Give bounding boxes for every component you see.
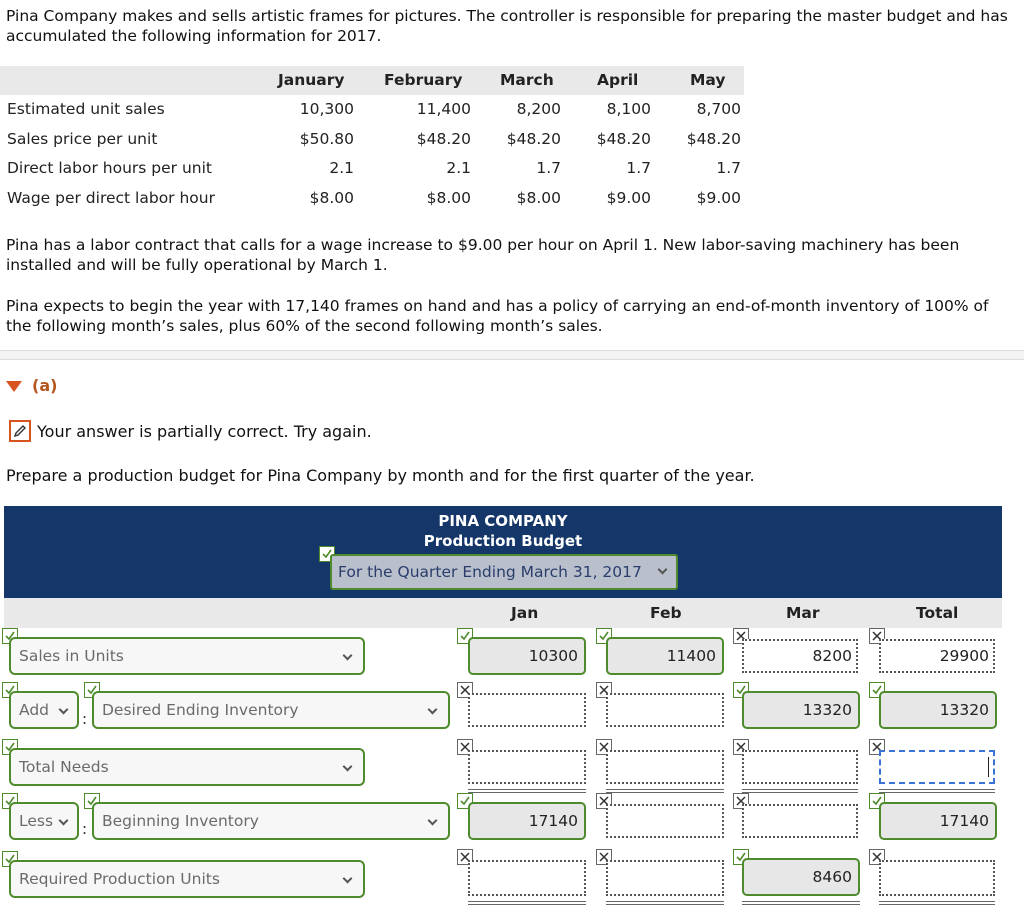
col-jan: Jan: [511, 604, 539, 622]
info-cell: $8.00: [309, 189, 354, 207]
period-select[interactable]: [330, 554, 678, 590]
feedback-text: Your answer is partially correct. Try again.: [37, 421, 372, 441]
section-toggle-a[interactable]: [6, 376, 57, 395]
total-input[interactable]: [879, 750, 995, 784]
jan-input[interactable]: 17140: [468, 802, 586, 840]
info-col-may: May: [690, 71, 726, 89]
total-underline: [468, 901, 586, 905]
jan-input[interactable]: 10300: [468, 637, 586, 675]
row-label-value: Beginning Inventory: [102, 812, 259, 830]
info-row-label: Sales price per unit: [7, 130, 158, 148]
info-cell: $9.00: [606, 189, 651, 207]
row-label-select[interactable]: [92, 802, 450, 840]
total-input[interactable]: [879, 860, 995, 896]
row-label-select[interactable]: [9, 637, 365, 675]
total-input[interactable]: 13320: [879, 691, 997, 729]
col-total: Total: [916, 604, 959, 622]
total-underline: [879, 901, 995, 905]
info-cell: 8,700: [696, 100, 741, 118]
mar-input[interactable]: 8200: [742, 639, 858, 673]
labor-contract-text: Pina has a labor contract that calls for a wage increase to $9.00 per hour on April 1. New labor-saving machinery has been installed and will be fully operational by March 1.: [6, 236, 960, 274]
row-label-value: Sales in Units: [19, 647, 124, 665]
feb-input[interactable]: [606, 860, 724, 896]
col-mar: Mar: [786, 604, 820, 622]
info-cell: $50.80: [299, 130, 354, 148]
row-label-value: Total Needs: [19, 758, 109, 776]
period-select-value: For the Quarter Ending March 31, 2017: [338, 563, 642, 581]
budget-title: Production Budget: [423, 532, 583, 550]
info-cell: 8,200: [516, 100, 561, 118]
row-label-select[interactable]: [92, 691, 450, 729]
info-cell: $48.20: [686, 130, 741, 148]
colon-separator: :: [82, 820, 88, 838]
info-col-february: February: [384, 71, 463, 89]
info-cell: 11,400: [416, 100, 471, 118]
section-label: (a): [32, 376, 58, 395]
add-less-value: Add: [19, 701, 50, 719]
info-cell: 10,300: [299, 100, 354, 118]
colon-separator: :: [82, 710, 88, 728]
triangle-down-icon: [6, 381, 22, 392]
feb-input[interactable]: [606, 804, 724, 838]
info-row-label: Wage per direct labor hour: [7, 189, 215, 207]
row-label-select[interactable]: [9, 860, 365, 898]
info-col-january: January: [278, 71, 345, 89]
total-input[interactable]: 29900: [879, 639, 995, 673]
company-name: PINA COMPANY: [438, 512, 568, 530]
row-label-value: Desired Ending Inventory: [102, 701, 299, 719]
budget-header: [4, 506, 1002, 598]
info-table-header: [0, 66, 744, 95]
chevron-down-icon: [343, 874, 353, 884]
total-underline: [879, 789, 995, 793]
mar-input[interactable]: 13320: [742, 691, 860, 729]
budget-column-header: [4, 598, 1002, 628]
add-less-value: Less: [19, 812, 54, 830]
total-underline: [742, 901, 860, 905]
mar-input[interactable]: 8460: [742, 858, 860, 896]
inventory-policy-text: Pina expects to begin the year with 17,140 frames on hand and has a policy of carrying an end-of-month inventory of 100% of the following month’s sales, plus 60% of the second following month’s sales.: [6, 297, 989, 335]
info-cell: $8.00: [426, 189, 471, 207]
intro-text: Pina Company makes and sells artistic frames for pictures. The controller is responsible for preparing the master budget and has accumulated the following information for 2017.: [6, 7, 1008, 45]
chevron-down-icon: [658, 565, 668, 575]
total-underline: [468, 789, 586, 793]
chevron-down-icon: [59, 816, 69, 826]
jan-input[interactable]: [468, 860, 586, 896]
instruction-text: Prepare a production budget for Pina Company by month and for the first quarter of the year.: [6, 466, 755, 485]
col-feb: Feb: [650, 604, 682, 622]
info-cell: 1.7: [626, 159, 651, 177]
chevron-down-icon: [428, 705, 438, 715]
total-underline: [742, 789, 858, 793]
chevron-down-icon: [343, 762, 353, 772]
info-cell: 2.1: [329, 159, 354, 177]
info-cell: $8.00: [516, 189, 561, 207]
info-cell: $48.20: [416, 130, 471, 148]
text-cursor: [988, 757, 989, 777]
pencil-icon: [9, 420, 31, 442]
info-col-april: April: [597, 71, 639, 89]
chevron-down-icon: [428, 816, 438, 826]
mar-input[interactable]: [742, 804, 858, 838]
feb-input[interactable]: [606, 750, 724, 784]
jan-input[interactable]: [468, 750, 586, 784]
total-underline: [606, 901, 724, 905]
info-cell: 2.1: [446, 159, 471, 177]
info-cell: $48.20: [596, 130, 651, 148]
info-row-label: Direct labor hours per unit: [7, 159, 212, 177]
total-input[interactable]: 17140: [879, 802, 997, 840]
feb-input[interactable]: 11400: [606, 637, 724, 675]
section-divider: [0, 350, 1024, 360]
chevron-down-icon: [343, 651, 353, 661]
info-cell: $9.00: [696, 189, 741, 207]
feb-input[interactable]: [606, 693, 724, 727]
chevron-down-icon: [59, 705, 69, 715]
info-cell: $48.20: [506, 130, 561, 148]
add-less-select[interactable]: [9, 691, 79, 729]
row-label-value: Required Production Units: [19, 870, 220, 888]
info-row-label: Estimated unit sales: [7, 100, 165, 118]
feedback-message: [9, 420, 372, 442]
info-col-march: March: [500, 71, 554, 89]
mar-input[interactable]: [742, 750, 858, 784]
row-label-select[interactable]: [9, 748, 365, 786]
jan-input[interactable]: [468, 693, 586, 727]
info-cell: 1.7: [536, 159, 561, 177]
info-cell: 1.7: [716, 159, 741, 177]
add-less-select[interactable]: [9, 802, 79, 840]
total-underline: [606, 789, 724, 793]
info-cell: 8,100: [606, 100, 651, 118]
